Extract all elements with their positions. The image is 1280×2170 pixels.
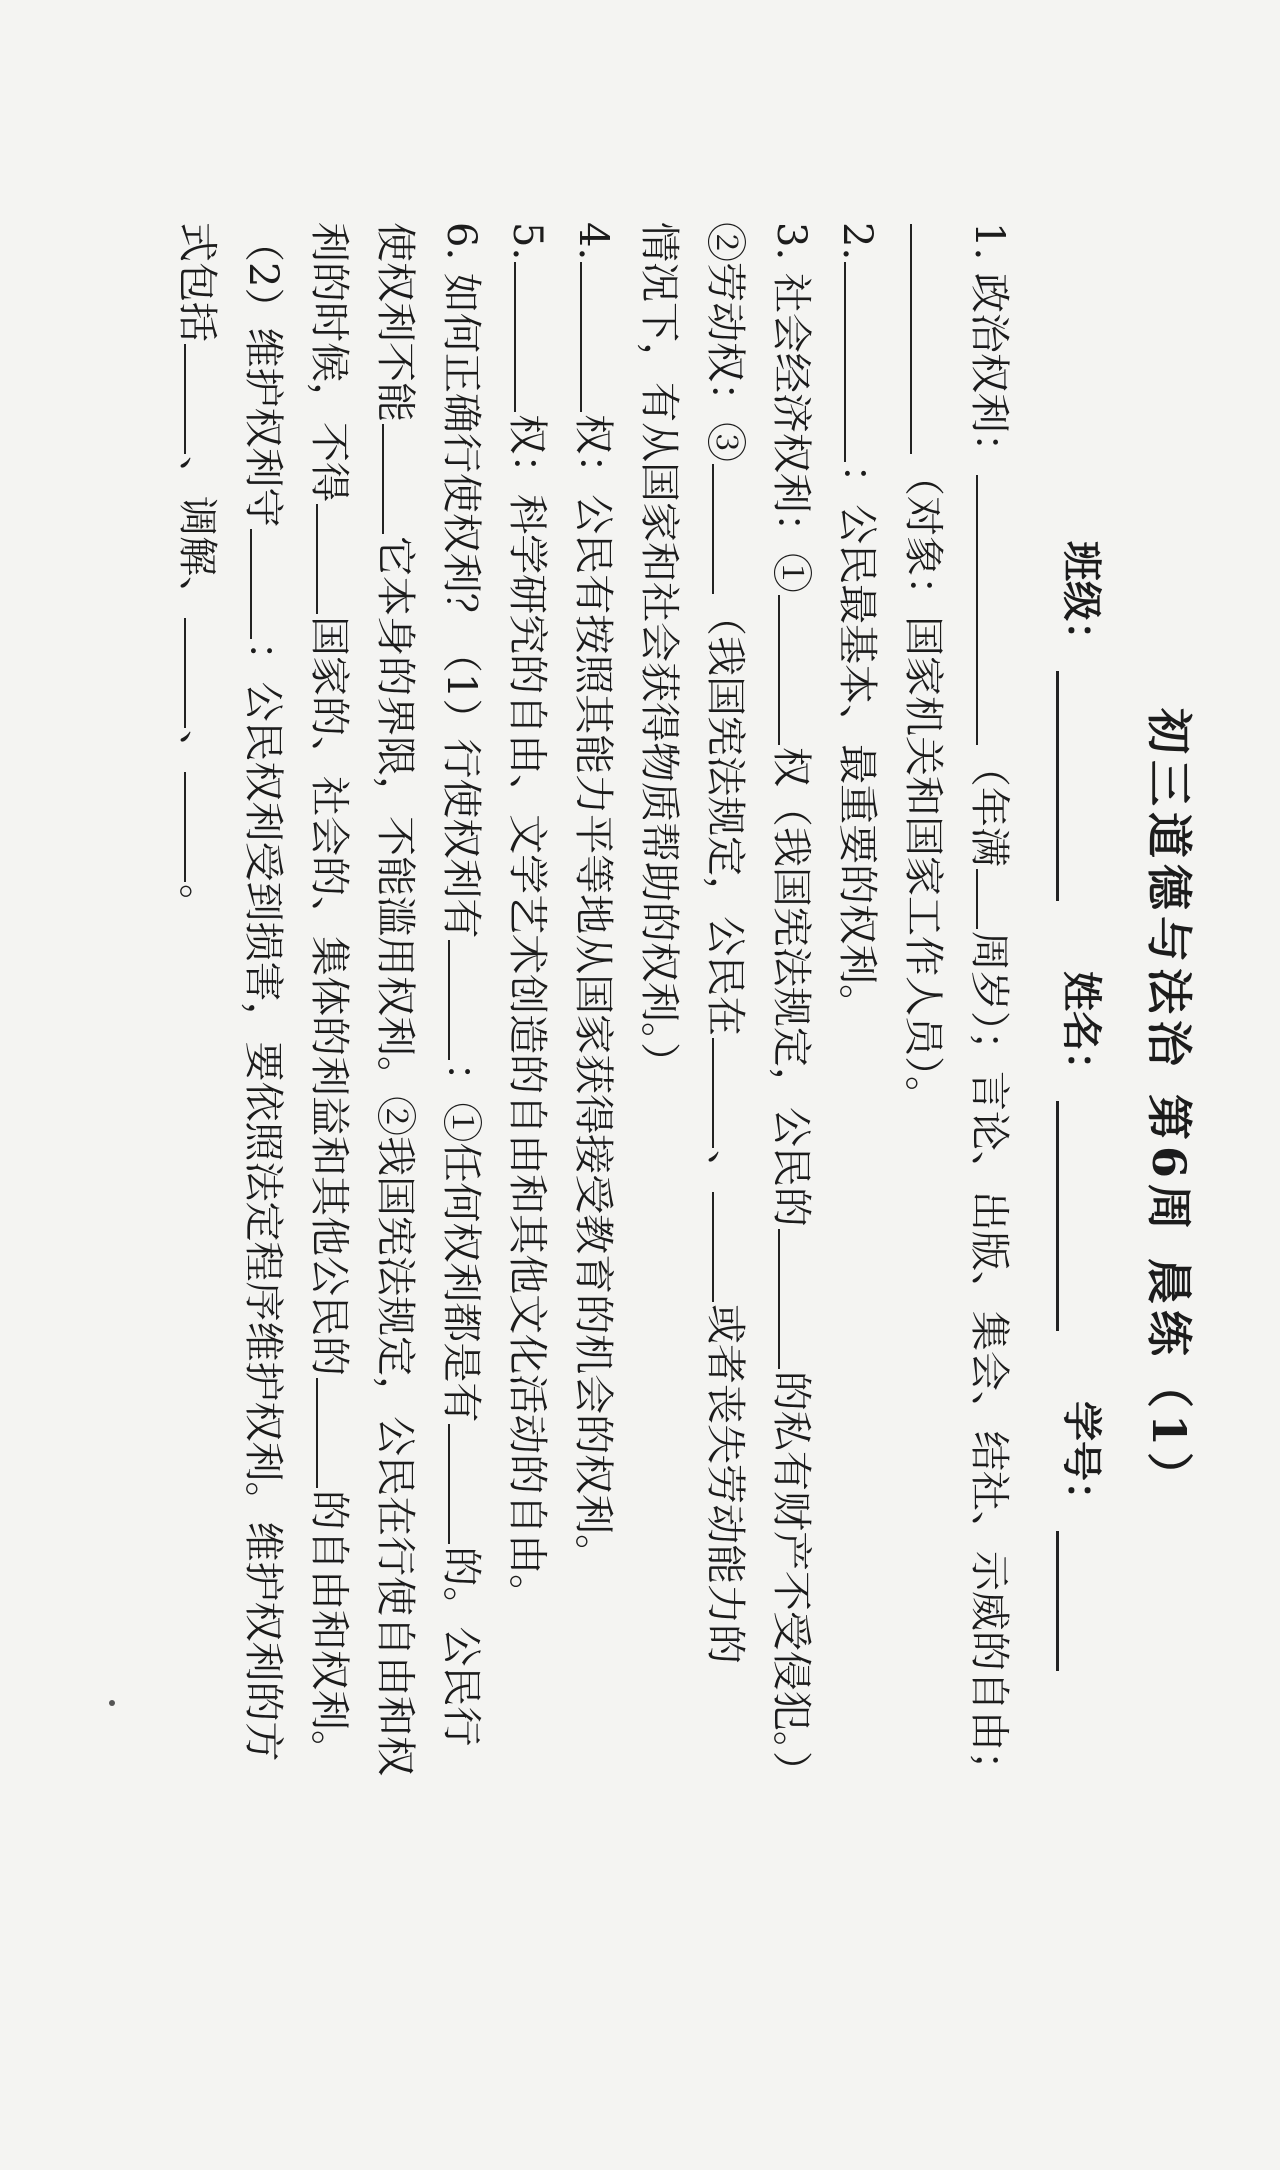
q3-blank-1[interactable] [778,595,818,745]
q6-text-i: （2）维护权利守 [240,222,286,528]
question-3-line-1 [758,222,824,1990]
student-id-field [1056,1401,1113,1671]
q6-text-b: ：①任何权利都是有 [438,1062,484,1423]
q6-blank-8[interactable] [184,618,224,728]
q6-blank-4[interactable] [316,504,356,614]
question-2 [824,222,890,1990]
q2-text-b: ：公民最基本、最重要的权利。 [834,464,880,1025]
q1-text-b: （年满 [966,746,1012,867]
name-input[interactable] [1056,1101,1099,1331]
q6-blank-3[interactable] [382,424,422,534]
q6-blank-9[interactable] [184,772,224,882]
q6-text-k: 式包括 [174,222,220,342]
student-id-label: 学号： [1058,1401,1105,1521]
q6-text-a: 6. 如何正确行使权利？（1）行使权利有 [438,222,484,939]
page-title: 初三道德与法治 第6周 晨练（1） [1142,707,1196,1505]
q6-blank-2[interactable] [448,1424,488,1544]
question-6-line-5 [164,222,230,1990]
q6-blank-1[interactable] [448,940,488,1060]
q1-text-c: 周岁）；言论、出版、集会、结社、示威的自由； [966,930,1012,1791]
class-input[interactable] [1056,671,1099,901]
class-field [1056,541,1113,901]
question-6-line-3 [296,222,362,1990]
q6-text-n: 。 [174,884,220,924]
question-3-line-2 [692,222,758,1990]
question-1-line-1 [956,222,1022,1990]
q3-text-c: 的私有财产不受侵犯。） [768,1370,814,1791]
q3-blank-2[interactable] [778,1229,818,1369]
q3-blank-4[interactable] [712,1038,752,1148]
q1-text-a: 1. 政治权利： [966,222,1012,473]
q2-text-a: 2. [834,222,880,261]
q6-text-h: 的自由和权利。 [306,1490,352,1770]
q3-text-b: 权（我国宪法规定，公民的 [768,746,814,1227]
q5-blank[interactable] [514,262,554,412]
question-4 [560,222,626,1990]
q5-text-a: 5. [504,222,550,261]
q2-blank[interactable] [844,262,884,462]
q6-text-c: 的。公民行 [438,1546,484,1747]
q6-text-f: 利的时候，不得 [306,222,352,502]
q3-text-a: 3. 社会经济权利：① [768,222,814,593]
name-label: 姓名： [1058,971,1105,1091]
q6-text-d: 使权利不能 [372,222,418,422]
q4-text-b: 权：公民有按照其能力平等地从国家获得接受教育的机会的权利。 [570,414,616,1575]
question-6-line-4 [230,222,296,1990]
q4-text-a: 4. [570,222,616,261]
question-1-line-2 [890,222,956,1990]
q3-text-d: ②劳动权：③ [702,222,748,462]
q3-text-h: 情况下，有从国家和社会获得物质帮助的权利。） [636,222,682,1082]
question-6-line-1 [428,222,494,1990]
stray-mark [109,1700,115,1706]
q1-blank-2[interactable] [910,224,950,454]
q3-blank-3[interactable] [712,464,752,594]
student-id-input[interactable] [1056,1531,1099,1671]
q1-text-d: （对象：国家机关和国家工作人员）。 [900,456,946,1116]
q5-text-b: 权：科学研究的自由、文学艺术创造的自由和其他文化活动的自由。 [504,414,550,1615]
q6-text-l: 、调解、 [174,456,220,616]
q3-text-e: （我国宪法规定，公民在 [702,596,748,1036]
question-3-line-3 [626,222,692,1990]
q1-blank-1[interactable] [976,475,1016,745]
q6-text-j: ：公民权利受到损害，要依照法定程序维护权利。维护权利的方 [240,641,286,1762]
q6-text-g: 国家的、社会的、集体的利益和其他公民的 [306,616,352,1376]
student-info-header [1056,222,1113,1990]
class-label: 班级： [1058,541,1105,661]
q6-text-m: 、 [174,730,220,770]
q6-blank-5[interactable] [316,1378,356,1488]
name-field [1056,971,1113,1331]
q4-blank[interactable] [580,262,620,412]
q6-text-e: 它本身的界限，不能滥用权利。②我国宪法规定，公民在行使自由和权 [372,536,418,1776]
q3-blank-5[interactable] [712,1192,752,1302]
q6-blank-6[interactable] [250,529,290,639]
question-6-line-2 [362,222,428,1990]
q1-blank-age[interactable] [976,869,1016,929]
q3-text-f: 、 [702,1150,748,1190]
question-5 [494,222,560,1990]
q6-blank-7[interactable] [184,344,224,454]
q3-text-g: 或者丧失劳动能力的 [702,1304,748,1664]
